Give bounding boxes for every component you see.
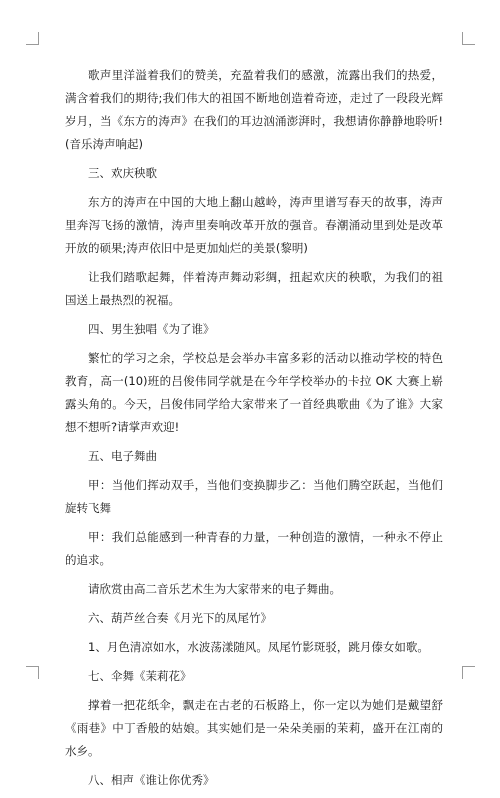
section-heading: 三、欢庆秧歌 bbox=[88, 166, 157, 180]
paragraph: 撑着一把花纸伞，飘走在古老的石板路上，你一定以为她们是戴望舒《雨巷》中丁香般的姑娘。其实她们是一朵朵美丽的茉莉，盛开在江南的水乡。 bbox=[65, 698, 443, 758]
section-heading: 五、电子舞曲 bbox=[88, 449, 157, 463]
crop-mark-bottom-left bbox=[26, 666, 39, 679]
paragraph: 歌声里洋溢着我们的赞美，充盈着我们的感激，流露出我们的热爱，满含着我们的期待;我们伟大的祖国不断地创造着奇迹，走过了一段段光辉岁月，当《东方的涛声》在我们的耳边汹涌澎湃时，我想请你静静地聆听!(音乐涛声响起) bbox=[65, 68, 443, 151]
paragraph: 东方的涛声在中国的大地上翻山越岭，涛声里谱写春天的故事，涛声里奔泻飞扬的激情，涛声里奏响改革开放的强音。春潮涌动里到处是改革开放的硕果;涛声依旧中是更加灿烂的美景(黎明) bbox=[65, 195, 443, 255]
paragraph: 请欣赏由高二音乐艺术生为大家带来的电子舞曲。 bbox=[88, 582, 341, 596]
crop-mark-bottom-right bbox=[462, 666, 475, 679]
crop-mark-top-left bbox=[26, 32, 39, 45]
paragraph: 甲：当他们挥动双手，当他们变换脚步乙：当他们腾空跃起，当他们旋转飞舞 bbox=[65, 478, 443, 515]
section-heading: 六、葫芦丝合奏《月光下的凤尾竹》 bbox=[88, 611, 272, 625]
section-heading: 四、男生独唱《为了谁》 bbox=[88, 322, 215, 336]
crop-mark-top-right bbox=[462, 32, 475, 45]
section-heading: 八、相声《谁让你优秀》 bbox=[88, 773, 215, 787]
document-body bbox=[65, 64, 443, 798]
section-heading: 七、伞舞《茉莉花》 bbox=[88, 669, 192, 683]
paragraph: 繁忙的学习之余，学校总是会举办丰富多彩的活动以推动学校的特色教育，高一(10)班的吕俊伟同学就是在今年学校举办的卡拉 OK 大赛上崭露头角的。今天，吕俊伟同学给大家带来了一首经典歌曲《为了谁》大家想不想听?请掌声欢迎! bbox=[65, 351, 443, 434]
paragraph: 甲：我们总能感到一种青春的力量，一种创造的激情，一种永不停止的追求。 bbox=[65, 530, 443, 567]
paragraph: 让我们踏歌起舞，伴着涛声舞动彩绸，扭起欢庆的秧歌，为我们的祖国送上最热烈的祝福。 bbox=[65, 270, 443, 307]
paragraph: 1、月色清凉如水，水波荡漾随风。凤尾竹影斑驳，跳月傣女如歌。 bbox=[88, 640, 429, 654]
